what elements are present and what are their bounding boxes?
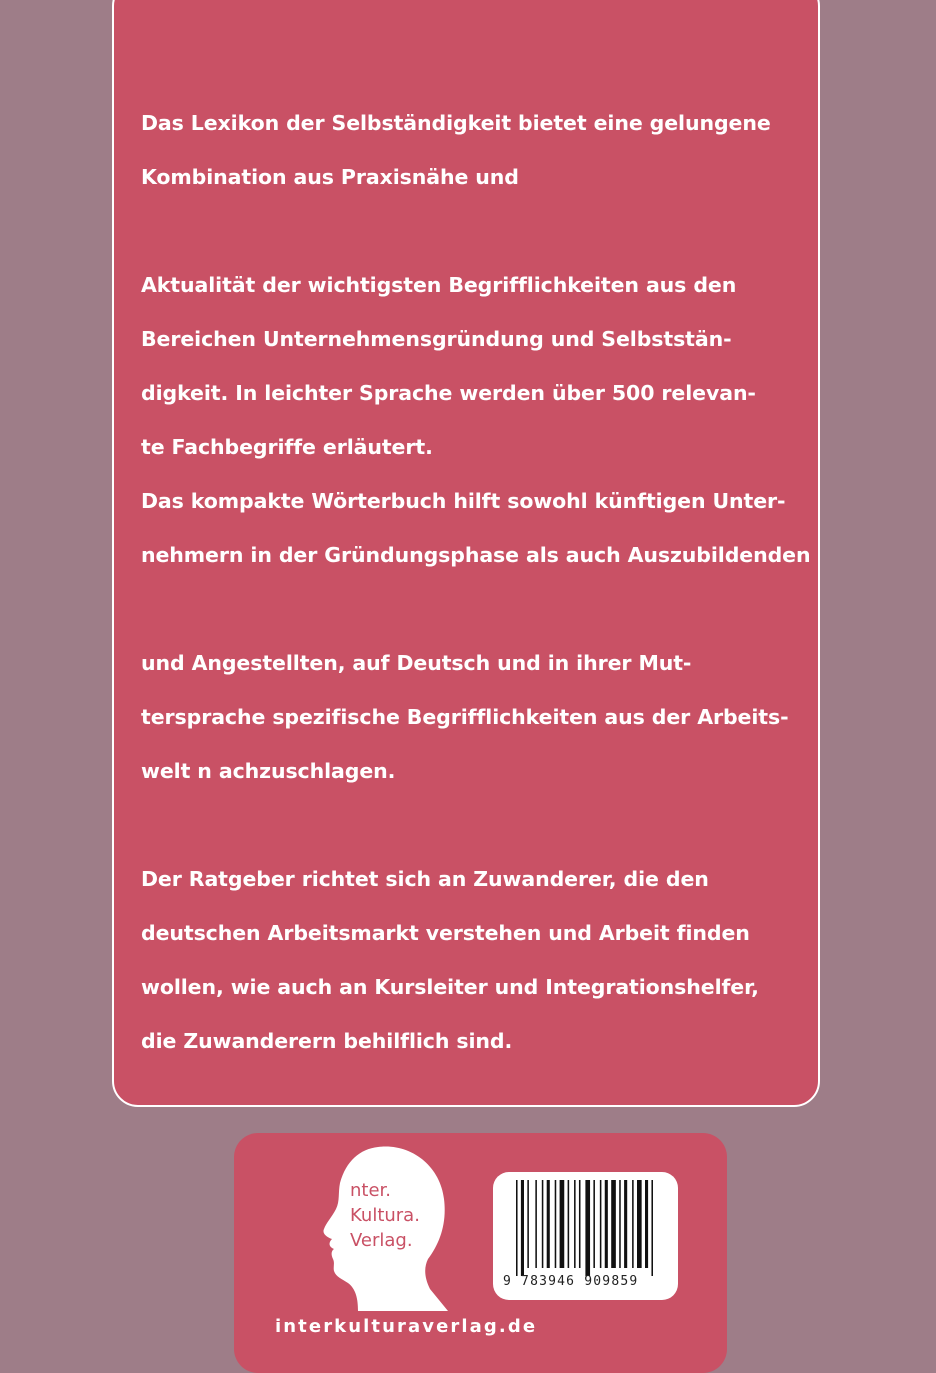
logo-line: Verlag. xyxy=(350,1230,413,1251)
barcode-bar xyxy=(593,1180,595,1268)
barcode-bar xyxy=(535,1180,537,1268)
barcode-bar xyxy=(600,1180,602,1268)
barcode-bar xyxy=(605,1180,608,1268)
blurb-line: nehmern in der Gründungsphase als auch Auszubildenden xyxy=(141,543,811,567)
barcode-bar xyxy=(585,1180,590,1276)
barcode-bar xyxy=(632,1180,634,1268)
barcode-bar xyxy=(574,1180,576,1268)
blurb-line: digkeit. In leichter Sprache werden über 500 relevan- xyxy=(141,381,756,405)
logo-line: nter. xyxy=(350,1180,392,1201)
barcode-bar xyxy=(651,1180,653,1276)
blurb-line: die Zuwanderern behilflich sind. xyxy=(141,1029,513,1053)
barcode-bar xyxy=(637,1180,642,1268)
logo-line: Kultura. xyxy=(350,1205,420,1226)
barcode-bar xyxy=(560,1180,565,1268)
blurb-line: Der Ratgeber richtet sich an Zuwanderer, die den xyxy=(141,867,709,891)
blurb-line: te Fachbegriffe erläutert. xyxy=(141,435,433,459)
barcode-bar xyxy=(516,1180,518,1276)
blurb-line: Das Lexikon der Selbständigkeit bietet eine gelungene xyxy=(141,111,771,135)
barcode-bar xyxy=(645,1180,648,1268)
blurb-line: Bereichen Unternehmensgründung und Selbststän- xyxy=(141,327,732,351)
barcode-icon xyxy=(516,1180,656,1276)
blurb-line: wollen, wie auch an Kursleiter und Integrationshelfer, xyxy=(141,975,759,999)
barcode-bar xyxy=(547,1180,550,1268)
blurb-line: Kombination aus Praxisnähe und xyxy=(141,165,519,189)
barcode-bar xyxy=(619,1180,621,1268)
blurb-line: tersprache spezifische Begrifflichkeiten aus der Arbeits- xyxy=(141,705,789,729)
blurb-line: Das kompakte Wörterbuch hilft sowohl künftigen Unter- xyxy=(141,489,786,513)
blurb-line: deutschen Arbeitsmarkt verstehen und Arbeit finden xyxy=(141,921,750,945)
barcode-bar xyxy=(568,1180,570,1268)
blurb-text xyxy=(141,96,811,1068)
barcode-bar xyxy=(521,1180,524,1276)
barcode-bar xyxy=(542,1180,544,1268)
barcode-bar xyxy=(624,1180,627,1268)
publisher-logo-text xyxy=(350,1178,420,1253)
isbn-number: 9 783946 909859 xyxy=(503,1274,639,1289)
blurb-line: Aktualität der wichtigsten Begrifflichkeiten aus den xyxy=(141,273,737,297)
blurb-line: und Angestellten, auf Deutsch und in ihrer Mut- xyxy=(141,651,692,675)
barcode-bar xyxy=(527,1180,529,1268)
publisher-website[interactable]: interkulturaverlag.de xyxy=(275,1316,538,1337)
blurb-line: welt n achzuschlagen. xyxy=(141,759,396,783)
barcode-bar xyxy=(555,1180,557,1268)
barcode-bar xyxy=(611,1180,616,1268)
barcode-bar xyxy=(579,1180,581,1268)
